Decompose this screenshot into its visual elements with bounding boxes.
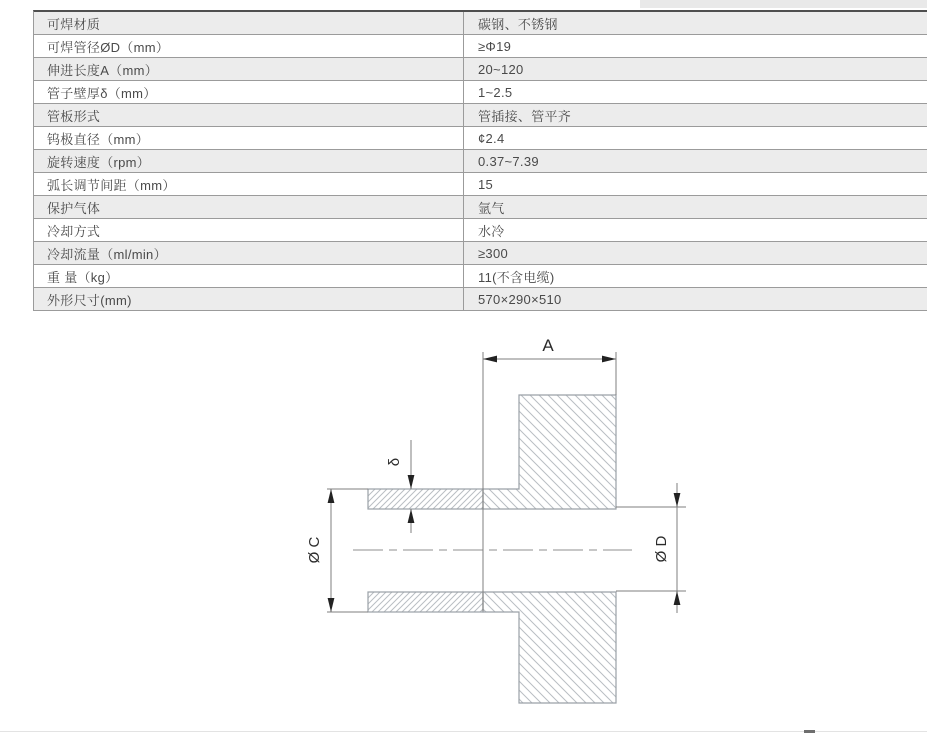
arrowhead-up-icon [328,489,335,503]
table-row [34,219,927,242]
table-row [34,242,927,265]
table-row [34,12,927,35]
plate-top-half [483,395,616,509]
tube-plate-cross-section [483,395,616,703]
spec-value: 水冷 [478,223,505,239]
spec-label: 外形尺寸(mm) [34,288,464,310]
table-row [34,265,927,288]
spec-label: 管子壁厚δ（mm） [34,81,464,103]
arrowhead-up-icon [408,509,415,523]
table-row [34,58,927,81]
tube-top-wall [368,489,483,509]
arrowhead-down-icon [408,475,415,489]
spec-value: 1~2.5 [478,84,513,100]
plate-bottom-half [483,592,616,703]
page-bottom-rule [0,731,927,732]
table-row [34,173,927,196]
spec-label: 冷却流量（ml/min） [34,242,464,264]
spec-label: 可焊材质 [34,12,464,34]
spec-value: ≥Φ19 [478,38,512,54]
spec-value: 管插接、管平齐 [478,108,572,124]
weld-cross-section-diagram [0,330,927,720]
spec-label: 伸进长度A（mm） [34,58,464,80]
arrowhead-up-icon [674,591,681,605]
page-bottom-tick [804,730,815,733]
table-row [34,150,927,173]
spec-value: 20~120 [478,61,524,77]
spec-label: 管板形式 [34,104,464,126]
spec-label: 冷却方式 [34,219,464,241]
table-row [34,127,927,150]
table-row [34,288,927,311]
spec-label: 旋转速度（rpm） [34,150,464,172]
table-row [34,35,927,58]
spec-value: ≥300 [478,245,509,261]
spec-value: ¢2.4 [478,130,505,146]
table-row [34,104,927,127]
spec-table [33,10,927,311]
spec-label: 钨极直径（mm） [34,127,464,149]
arrowhead-down-icon [674,493,681,507]
spec-value: 氩气 [478,200,505,216]
arrowhead-down-icon [328,598,335,612]
dim-delta-label: δ [386,457,403,467]
spec-value: 15 [478,176,494,192]
dim-a-label: A [542,336,554,355]
tube-bottom-wall [368,592,483,612]
spec-label: 弧长调节间距（mm） [34,173,464,195]
arrowhead-left-icon [483,356,497,363]
spec-value: 0.37~7.39 [478,153,539,169]
page-top-strip [640,0,927,8]
dim-d-label: Ø D [653,535,670,563]
spec-label: 保护气体 [34,196,464,218]
dimension-d [616,483,686,613]
table-row [34,81,927,104]
spec-value: 11(不含电缆) [478,269,555,285]
spec-value: 570×290×510 [478,291,562,307]
arrowhead-right-icon [602,356,616,363]
spec-label: 重 量（kg） [34,265,464,287]
dim-c-label: Ø C [306,536,323,564]
spec-value: 碳钢、不锈钢 [478,16,558,32]
table-row [34,196,927,219]
spec-label: 可焊管径ØD（mm） [34,35,464,57]
